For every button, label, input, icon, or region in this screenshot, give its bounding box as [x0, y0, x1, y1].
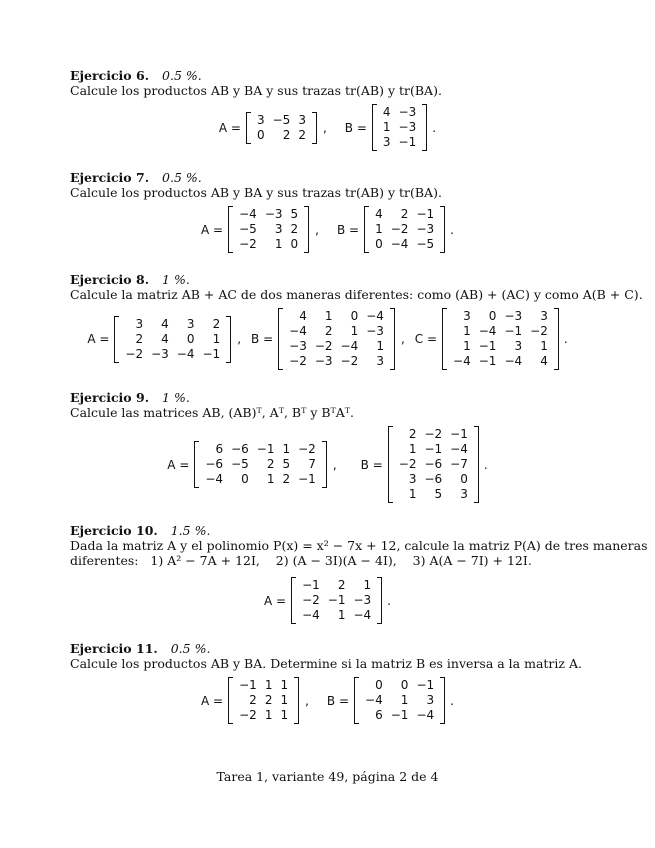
matrix-cell: 1: [540, 339, 548, 353]
matrix-cell: 4: [375, 207, 383, 221]
exercise-statement-continued: diferentes: 1) A² − 7A + 12I, 2) (A − 3I)(A − 4I), 3) A(A − 7I) + 12I.: [70, 553, 532, 568]
matrix-label: A =: [87, 332, 110, 346]
matrix-cell: 1: [280, 708, 289, 722]
period: .: [450, 693, 454, 708]
exercise-title: Ejercicio 9.: [70, 390, 150, 405]
exercise-weight: 0.5 %.: [170, 641, 211, 656]
matrix-cell: 2: [290, 222, 299, 236]
matrix-cell: 1: [408, 442, 417, 456]
matrix-B: [364, 206, 445, 253]
matrix-cell: 5: [290, 207, 299, 221]
matrix-cell: 0: [241, 472, 249, 486]
matrix-cell: −5: [416, 237, 435, 251]
matrix-label: A =: [167, 457, 190, 472]
matrix-cell: −2: [302, 593, 320, 607]
matrix-cell: 1: [282, 442, 291, 456]
period: .: [563, 332, 568, 346]
matrix-cell: 0: [290, 237, 299, 251]
matrix-cell: 1: [382, 120, 391, 134]
matrix-cell: −2: [239, 708, 257, 722]
matrix-cell: −3: [289, 339, 307, 353]
comma: ,: [237, 332, 242, 346]
matrix-cell: 3: [514, 339, 523, 353]
matrix-cell: −5: [239, 222, 257, 236]
matrix-cell: 2: [298, 127, 306, 142]
matrix-cell: 1: [280, 693, 289, 707]
matrix-label: B =: [344, 120, 367, 135]
matrix-cell: −1: [202, 346, 221, 361]
matrix-A-group: [201, 206, 337, 253]
matrix-cell: −2: [390, 222, 409, 236]
matrix-cell: −3: [398, 105, 417, 119]
matrix-A-group: [87, 316, 251, 363]
math-display-ex9: [0, 426, 655, 503]
math-display-ex8: [0, 308, 655, 370]
exercise-title: Ejercicio 8.: [70, 272, 150, 287]
exercise-6: [70, 68, 590, 98]
exercise-statement: Dada la matriz A y el polinomio P(x) = x² − 7x + 12, calcule la matriz P(A) de tres maneras: [70, 538, 648, 553]
matrix-cell: 4: [540, 354, 548, 368]
matrix-cell: −4: [239, 207, 257, 221]
exercise-header: [70, 523, 590, 538]
matrix-cell: 2: [324, 324, 333, 338]
matrix-cell: 1: [463, 339, 471, 353]
matrix-cell: 1: [375, 222, 383, 236]
matrix-cell: 0: [488, 309, 497, 323]
math-display-ex10: [0, 577, 655, 624]
matrix-cell: 4: [299, 309, 307, 323]
matrix-cell: 1: [337, 608, 346, 622]
matrix-cell: 3: [256, 112, 265, 127]
matrix-cell: 2: [264, 693, 273, 707]
matrix-cell: −6: [205, 457, 224, 471]
matrix-cell: −2: [314, 339, 333, 353]
matrix-cell: −2: [530, 324, 548, 338]
matrix-cell: 2: [408, 427, 417, 441]
matrix-B-group: [251, 308, 415, 370]
matrix-cell: 1: [266, 472, 275, 486]
matrix-cell: 0: [460, 472, 468, 486]
matrix-cell: −1: [504, 324, 523, 338]
matrix-B-group: [345, 104, 436, 151]
period: .: [387, 593, 391, 608]
matrix-A: [291, 577, 382, 624]
matrix-cell: 2: [135, 331, 144, 346]
matrix-A: [228, 206, 309, 253]
matrix-label: A =: [218, 120, 241, 135]
matrix-cell: −1: [450, 427, 468, 441]
matrix-cell: 1: [363, 578, 372, 592]
matrix-cell: −3: [366, 324, 384, 338]
matrix-A: [228, 677, 299, 724]
matrix-cell: −4: [365, 693, 383, 707]
matrix-cell: −2: [289, 354, 307, 368]
matrix-cell: −3: [398, 120, 417, 134]
matrix-cell: −4: [176, 346, 195, 361]
exercise-header: [70, 68, 590, 83]
matrix-cell: 6: [375, 708, 383, 722]
matrix-cell: 3: [135, 316, 144, 331]
matrix-B: [354, 677, 445, 724]
matrix-cell: 2: [282, 472, 291, 486]
matrix-cell: −4: [390, 237, 409, 251]
matrix-cell: 3: [408, 472, 417, 486]
matrix-cell: −5: [231, 457, 249, 471]
matrix-cell: 0: [375, 237, 383, 251]
matrix-cell: 3: [186, 316, 195, 331]
matrix-A: [114, 316, 231, 363]
matrix-cell: 3: [382, 135, 391, 149]
matrix-B-group: [327, 677, 454, 724]
matrix-cell: −1: [416, 678, 435, 692]
matrix-cell: −6: [424, 472, 443, 486]
exercise-weight: 1 %.: [162, 272, 190, 287]
matrix-cell: 0: [375, 678, 383, 692]
matrix-cell: 3: [426, 693, 435, 707]
matrix-cell: 7: [308, 457, 316, 471]
matrix-cell: 3: [274, 222, 283, 236]
matrix-cell: 1: [400, 693, 409, 707]
matrix-cell: −4: [366, 309, 384, 323]
matrix-cell: 3: [463, 309, 471, 323]
comma: ,: [332, 457, 337, 472]
matrix-cell: −1: [424, 442, 443, 456]
exercise-11: [70, 641, 590, 671]
matrix-label: B =: [336, 222, 360, 237]
matrix-cell: −1: [256, 442, 275, 456]
matrix-B: [278, 308, 395, 370]
matrix-cell: 1: [274, 237, 283, 251]
math-display-ex7: [0, 206, 655, 253]
matrix-cell: −4: [504, 354, 523, 368]
matrix-label: A =: [201, 693, 224, 708]
matrix-C: [442, 308, 559, 370]
matrix-A-group: [264, 577, 391, 624]
matrix-cell: −2: [340, 354, 359, 368]
exercise-title: Ejercicio 6.: [70, 68, 150, 83]
matrix-cell: −3: [151, 346, 169, 361]
matrix-cell: 3: [540, 309, 548, 323]
matrix-cell: −3: [264, 207, 283, 221]
exercise-statement: Calcule los productos AB y BA. Determine si la matriz B es inversa a la matriz A.: [70, 656, 582, 671]
matrix-cell: 2: [212, 316, 221, 331]
matrix-cell: 1: [264, 678, 273, 692]
matrix-C-group: [415, 308, 568, 370]
comma: ,: [305, 693, 309, 708]
matrix-A: [246, 112, 317, 144]
matrix-cell: −1: [478, 354, 497, 368]
matrix-cell: −3: [416, 222, 435, 236]
matrix-cell: −2: [398, 457, 417, 471]
matrix-cell: −4: [302, 608, 320, 622]
matrix-cell: −2: [424, 427, 443, 441]
matrix-cell: −2: [298, 442, 316, 456]
matrix-cell: −3: [504, 309, 523, 323]
matrix-cell: 2: [337, 578, 346, 592]
period: .: [432, 120, 437, 135]
matrix-cell: 2: [400, 207, 409, 221]
matrix-B-group: [361, 426, 488, 503]
exercise-header: [70, 390, 590, 405]
page-footer: Tarea 1, variante 49, página 2 de 4: [216, 769, 439, 784]
exercise-title: Ejercicio 10.: [70, 523, 158, 538]
matrix-label: B =: [251, 332, 274, 346]
matrix-cell: 1: [408, 487, 417, 501]
math-display-ex11: [0, 677, 655, 724]
matrix-A: [194, 441, 326, 488]
matrix-cell: −4: [205, 472, 224, 486]
matrix-cell: 3: [298, 112, 306, 127]
exercise-9: [70, 390, 590, 420]
exercise-statement: Calcule los productos AB y BA y sus trazas tr(AB) y tr(BA).: [70, 83, 442, 98]
matrix-cell: −4: [289, 324, 307, 338]
exercise-header: [70, 170, 590, 185]
matrix-cell: −4: [450, 442, 468, 456]
matrix-cell: −5: [272, 112, 291, 127]
matrix-A-group: [167, 441, 360, 488]
matrix-cell: 2: [266, 457, 275, 471]
matrix-cell: −4: [353, 608, 372, 622]
matrix-A-group: [219, 112, 345, 144]
matrix-cell: −3: [353, 593, 372, 607]
matrix-cell: 1: [264, 708, 273, 722]
matrix-cell: 0: [256, 127, 265, 142]
matrix-label: B =: [360, 457, 383, 472]
matrix-cell: −1: [478, 339, 497, 353]
exercise-statement: Calcule los productos AB y BA y sus trazas tr(AB) y tr(BA).: [70, 185, 442, 200]
matrix-cell: −4: [416, 708, 435, 722]
matrix-cell: 3: [460, 487, 468, 501]
matrix-cell: −3: [314, 354, 333, 368]
exercise-7: [70, 170, 590, 200]
matrix-cell: 3: [376, 354, 384, 368]
exercise-statement: Calcule la matriz AB + AC de dos maneras diferentes: como (AB) + (AC) y como A(B + C).: [70, 287, 643, 302]
matrix-label: B =: [326, 693, 350, 708]
matrix-cell: 6: [215, 442, 224, 456]
exercise-weight: 0.5 %.: [162, 170, 202, 185]
matrix-cell: 1: [376, 339, 384, 353]
matrix-cell: 1: [463, 324, 471, 338]
matrix-B: [388, 426, 479, 503]
period: .: [450, 222, 454, 237]
exercise-8: [70, 272, 643, 302]
matrix-cell: −1: [416, 207, 435, 221]
matrix-cell: −1: [390, 708, 409, 722]
matrix-cell: 2: [282, 127, 291, 142]
matrix-cell: 1: [324, 309, 333, 323]
period: .: [483, 457, 488, 472]
matrix-cell: −1: [239, 678, 257, 692]
matrix-cell: −4: [340, 339, 359, 353]
exercise-title: Ejercicio 7.: [70, 170, 150, 185]
matrix-cell: 0: [186, 331, 195, 346]
matrix-label: A =: [201, 222, 224, 237]
matrix-cell: −6: [424, 457, 443, 471]
matrix-cell: −4: [453, 354, 471, 368]
exercise-weight: 0.5 %.: [162, 68, 202, 83]
matrix-cell: 4: [382, 105, 391, 119]
exercise-10: [70, 523, 648, 568]
exercise-weight: 1 %.: [162, 390, 190, 405]
matrix-cell: −6: [231, 442, 249, 456]
matrix-cell: −1: [298, 472, 316, 486]
matrix-cell: 1: [212, 331, 221, 346]
matrix-cell: −2: [239, 237, 257, 251]
comma: ,: [315, 222, 319, 237]
matrix-B: [372, 104, 427, 151]
comma: ,: [400, 332, 405, 346]
matrix-cell: −4: [478, 324, 497, 338]
matrix-cell: 4: [161, 316, 169, 331]
matrix-cell: −1: [398, 135, 417, 149]
matrix-cell: 5: [282, 457, 291, 471]
matrix-label: A =: [263, 593, 287, 608]
matrix-cell: −2: [125, 346, 144, 361]
matrix-cell: 0: [350, 309, 359, 323]
matrix-A-group: [201, 677, 327, 724]
comma: ,: [322, 120, 327, 135]
exercise-header: [70, 272, 590, 287]
math-display-ex6: [0, 104, 655, 151]
matrix-cell: −7: [450, 457, 468, 471]
matrix-cell: 5: [434, 487, 443, 501]
matrix-cell: 0: [400, 678, 409, 692]
exercise-weight: 1.5 %.: [170, 523, 211, 538]
matrix-cell: −1: [327, 593, 346, 607]
matrix-cell: −1: [302, 578, 320, 592]
matrix-cell: 1: [280, 678, 289, 692]
matrix-B-group: [337, 206, 454, 253]
matrix-cell: 2: [249, 693, 257, 707]
matrix-cell: 1: [350, 324, 359, 338]
exercise-title: Ejercicio 11.: [70, 641, 158, 656]
matrix-label: C =: [414, 332, 438, 346]
exercise-header: [70, 641, 590, 656]
exercise-statement: Calcule las matrices AB, (AB)ᵀ, Aᵀ, Bᵀ y BᵀAᵀ.: [70, 405, 355, 420]
matrix-cell: 4: [161, 331, 169, 346]
